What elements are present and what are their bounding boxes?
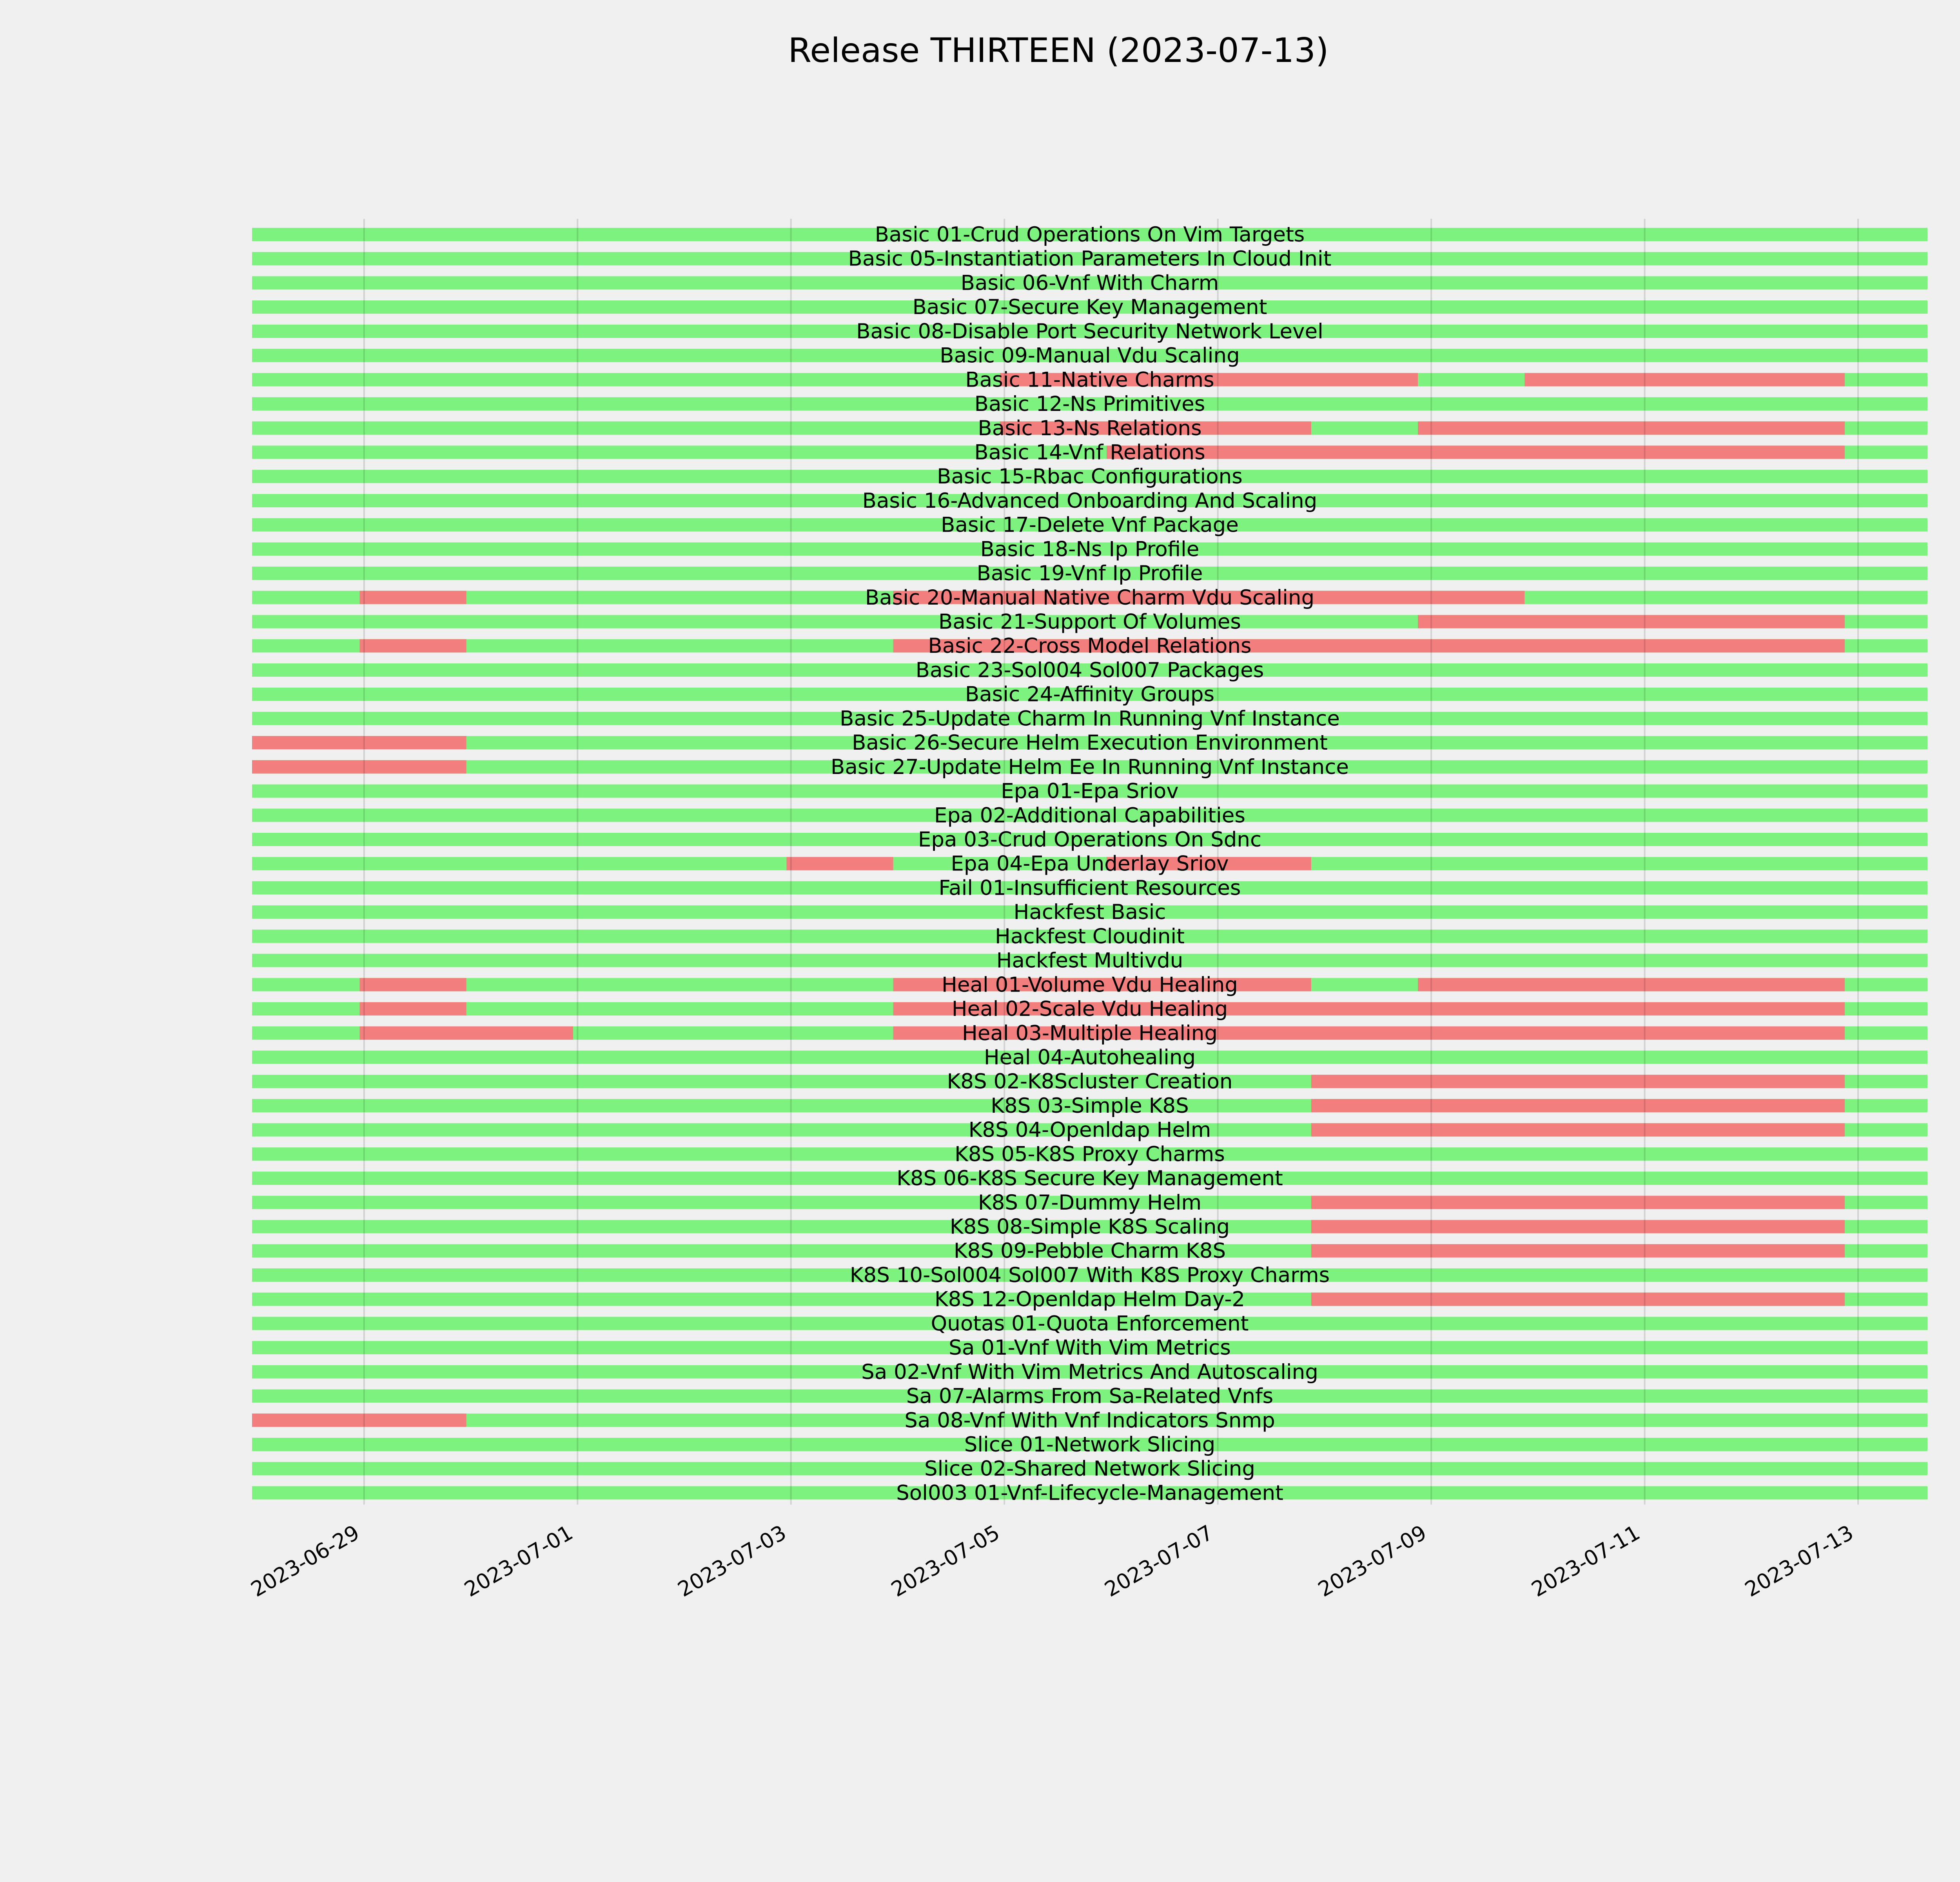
row-label: Slice 02-Shared Network Slicing xyxy=(924,1457,1256,1481)
row-label: Basic 09-Manual Vdu Scaling xyxy=(940,343,1240,368)
fail-bar xyxy=(359,1002,466,1015)
fail-bar xyxy=(359,639,466,652)
row-label: Basic 18-Ns Ip Profile xyxy=(980,537,1200,561)
fail-bar xyxy=(1418,978,1845,991)
row-label: Sa 02-Vnf With Vim Metrics And Autoscaling xyxy=(861,1360,1318,1384)
fail-bar xyxy=(1524,373,1845,386)
fail-bar xyxy=(786,857,893,870)
row-label: Basic 25-Update Charm In Running Vnf Instance xyxy=(840,707,1340,731)
row-label: Slice 01-Network Slicing xyxy=(964,1433,1216,1457)
row-label: Quotas 01-Quota Enforcement xyxy=(931,1312,1249,1336)
fail-bar xyxy=(1311,1123,1845,1137)
row-label: Epa 01-Epa Sriov xyxy=(1001,779,1179,803)
fail-bar xyxy=(1311,1244,1845,1257)
row-label: Basic 20-Manual Native Charm Vdu Scaling xyxy=(865,585,1315,610)
row-label: Basic 23-Sol004 Sol007 Packages xyxy=(915,658,1264,682)
row-label: Basic 26-Secure Helm Execution Environment xyxy=(852,731,1328,755)
fail-bar xyxy=(1311,1099,1845,1112)
row-label: K8S 06-K8S Secure Key Management xyxy=(897,1166,1283,1191)
x-tick-label: 2023-07-11 xyxy=(1527,1520,1644,1602)
row-label: K8S 03-Simple K8S xyxy=(991,1094,1189,1118)
row-label: K8S 12-Openldap Helm Day-2 xyxy=(934,1287,1245,1312)
row-label: Basic 12-Ns Primitives xyxy=(974,392,1205,416)
row-label: Basic 19-Vnf Ip Profile xyxy=(976,561,1203,586)
row-label: Sa 08-Vnf With Vnf Indicators Snmp xyxy=(904,1408,1275,1433)
row-label: Basic 27-Update Helm Ee In Running Vnf Instance xyxy=(831,755,1349,779)
x-tick-label: 2023-07-05 xyxy=(887,1520,1004,1602)
fail-bar xyxy=(1311,1196,1845,1209)
row-label: Sa 01-Vnf With Vim Metrics xyxy=(949,1336,1231,1360)
row-label: Basic 16-Advanced Onboarding And Scaling xyxy=(862,489,1318,513)
fail-bar xyxy=(1418,421,1845,435)
x-tick-label: 2023-07-07 xyxy=(1100,1520,1218,1602)
fail-bar xyxy=(1311,1220,1845,1233)
fail-bar xyxy=(252,1413,466,1427)
row-label: Basic 14-Vnf Relations xyxy=(974,440,1205,465)
row-label: Basic 21-Support Of Volumes xyxy=(938,610,1241,634)
x-tick-label: 2023-07-09 xyxy=(1314,1520,1431,1602)
x-tick-label: 2023-06-29 xyxy=(247,1520,364,1602)
row-label: K8S 04-Openldap Helm xyxy=(968,1118,1211,1142)
x-tick-label: 2023-07-13 xyxy=(1741,1520,1858,1602)
fail-bar xyxy=(252,760,466,774)
row-label: Basic 05-Instantiation Parameters In Cloud Init xyxy=(848,247,1332,271)
row-label: Epa 03-Crud Operations On Sdnc xyxy=(918,828,1262,852)
fail-bar xyxy=(252,736,466,749)
row-label: K8S 09-Pebble Charm K8S xyxy=(953,1239,1226,1263)
fail-bar xyxy=(1311,1075,1845,1088)
row-label: Heal 04-Autohealing xyxy=(984,1045,1196,1070)
chart-title: Release THIRTEEN (2023-07-13) xyxy=(788,31,1329,70)
row-label: Basic 17-Delete Vnf Package xyxy=(941,513,1239,537)
row-label: K8S 05-K8S Proxy Charms xyxy=(955,1142,1225,1166)
row-label: Heal 01-Volume Vdu Healing xyxy=(942,973,1238,997)
row-label: Epa 04-Epa Underlay Sriov xyxy=(951,852,1229,876)
row-label: K8S 08-Simple K8S Scaling xyxy=(949,1215,1230,1239)
row-label: Sol003 01-Vnf-Lifecycle-Management xyxy=(896,1481,1283,1505)
fail-bar xyxy=(359,978,466,991)
row-label: Fail 01-Insufficient Resources xyxy=(938,876,1241,900)
row-label: K8S 10-Sol004 Sol007 With K8S Proxy Charms xyxy=(849,1263,1330,1287)
row-label: Hackfest Multivdu xyxy=(996,948,1183,973)
row-label: Basic 11-Native Charms xyxy=(965,368,1214,392)
fail-bar xyxy=(1418,615,1845,629)
row-label: Heal 02-Scale Vdu Healing xyxy=(951,997,1228,1021)
row-label: K8S 07-Dummy Helm xyxy=(978,1190,1202,1215)
fail-bar xyxy=(359,1026,573,1040)
row-label: Basic 06-Vnf With Charm xyxy=(960,271,1219,295)
x-axis-ticks xyxy=(247,1520,1857,1602)
row-label: Basic 07-Secure Key Management xyxy=(912,295,1267,320)
row-label: K8S 02-K8Scluster Creation xyxy=(947,1070,1233,1094)
fail-bar xyxy=(359,591,466,604)
row-label: Heal 03-Multiple Healing xyxy=(962,1021,1218,1045)
row-label: Sa 07-Alarms From Sa-Related Vnfs xyxy=(906,1384,1274,1408)
row-label: Basic 13-Ns Relations xyxy=(978,416,1202,440)
row-label: Basic 24-Affinity Groups xyxy=(965,682,1215,707)
row-label: Basic 22-Cross Model Relations xyxy=(928,634,1252,658)
row-label: Basic 15-Rbac Configurations xyxy=(937,465,1243,489)
row-label: Epa 02-Additional Capabilities xyxy=(934,803,1245,828)
row-label: Basic 08-Disable Port Security Network Level xyxy=(856,319,1323,343)
row-label: Basic 01-Crud Operations On Vim Targets xyxy=(875,223,1305,247)
row-label: Hackfest Cloudinit xyxy=(995,924,1185,948)
x-tick-label: 2023-07-01 xyxy=(460,1520,577,1602)
row-label: Hackfest Basic xyxy=(1013,900,1166,925)
fail-bar xyxy=(1311,1293,1845,1306)
x-tick-label: 2023-07-03 xyxy=(674,1520,791,1602)
